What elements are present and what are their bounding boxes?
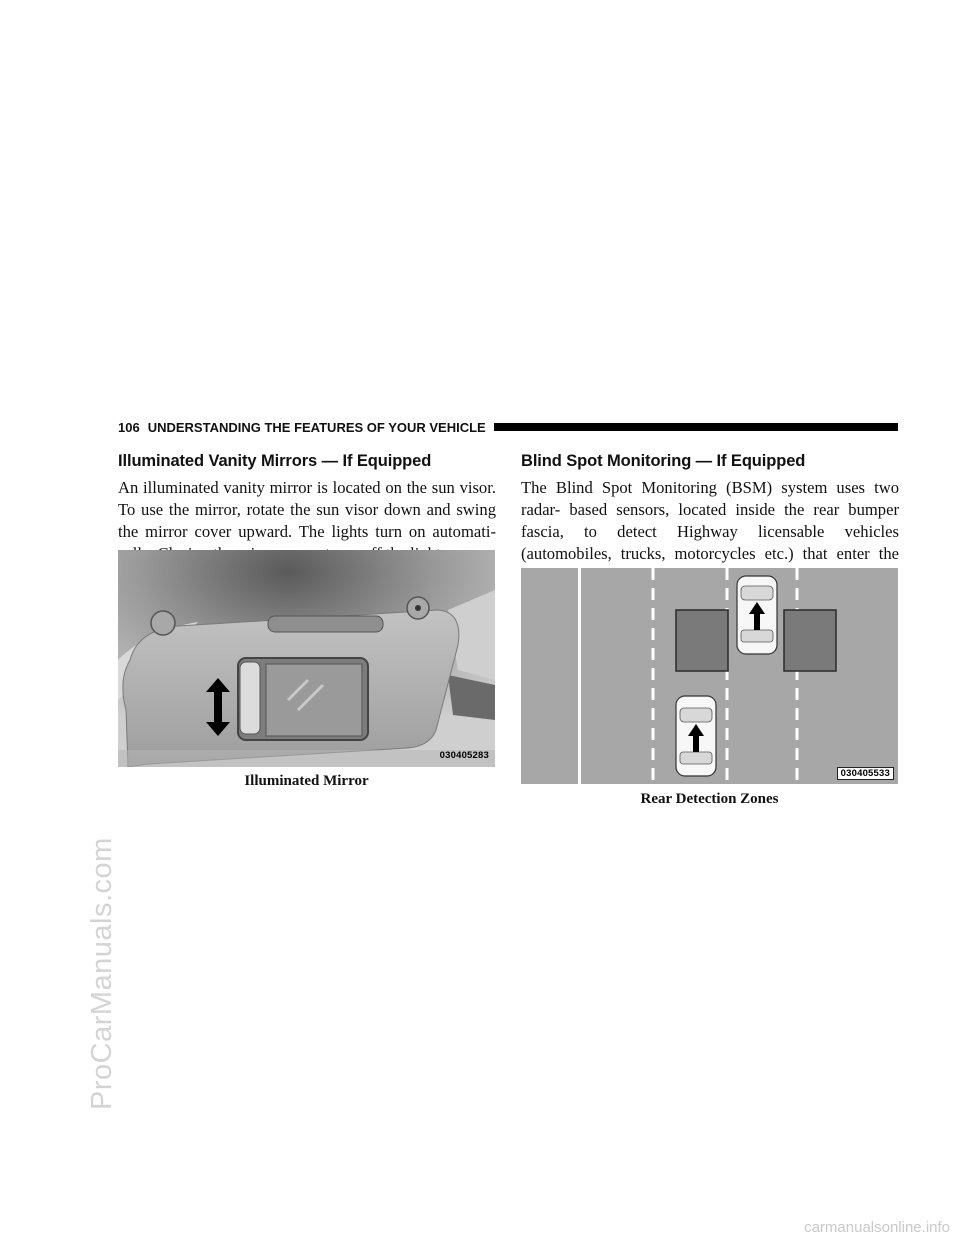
running-header <box>118 418 898 436</box>
figure-id: 030405283 <box>439 750 489 761</box>
vanity-mirror-body: An illuminated vanity mirror is located on the sun visor. To use the mirror, rotate the sun visor down and swing the mirror cover upward. The lights turn on automati- <box>118 478 496 541</box>
right-detection-zone <box>784 610 836 671</box>
footer-site: carmanualsonline.info <box>804 1219 950 1236</box>
road-diagram <box>521 568 898 784</box>
bsm-body: The Blind Spot Monitoring (BSM) system uses two radar- based sensors, located inside the rear bumper fascia, to detect Highway licensable vehicles (automobiles, trucks, motorcycles etc.) that enter the <box>521 478 899 563</box>
host-vehicle <box>737 576 777 654</box>
watermark: ProCarManuals.com <box>86 837 118 1110</box>
right-column <box>521 452 899 587</box>
header-rule <box>494 423 898 431</box>
sun-visor-illustration <box>118 550 495 767</box>
page-number: 106 <box>118 419 140 435</box>
left-column <box>118 452 496 565</box>
vanity-mirror-heading: Illuminated Vanity Mirrors — If Equipped <box>118 452 432 470</box>
left-detection-zone <box>676 610 728 671</box>
rear-detection-zones-figure <box>521 568 898 784</box>
bsm-heading: Blind Spot Monitoring — If Equipped <box>521 452 806 470</box>
rear-detection-zones-caption: Rear Detection Zones <box>640 791 779 807</box>
illuminated-mirror-caption: Illuminated Mirror <box>244 773 369 789</box>
section-title: UNDERSTANDING THE FEATURES OF YOUR VEHICLE <box>147 419 486 435</box>
approaching-vehicle <box>676 696 716 776</box>
illuminated-mirror-figure <box>118 550 495 767</box>
figure-id: 030405533 <box>837 767 894 780</box>
